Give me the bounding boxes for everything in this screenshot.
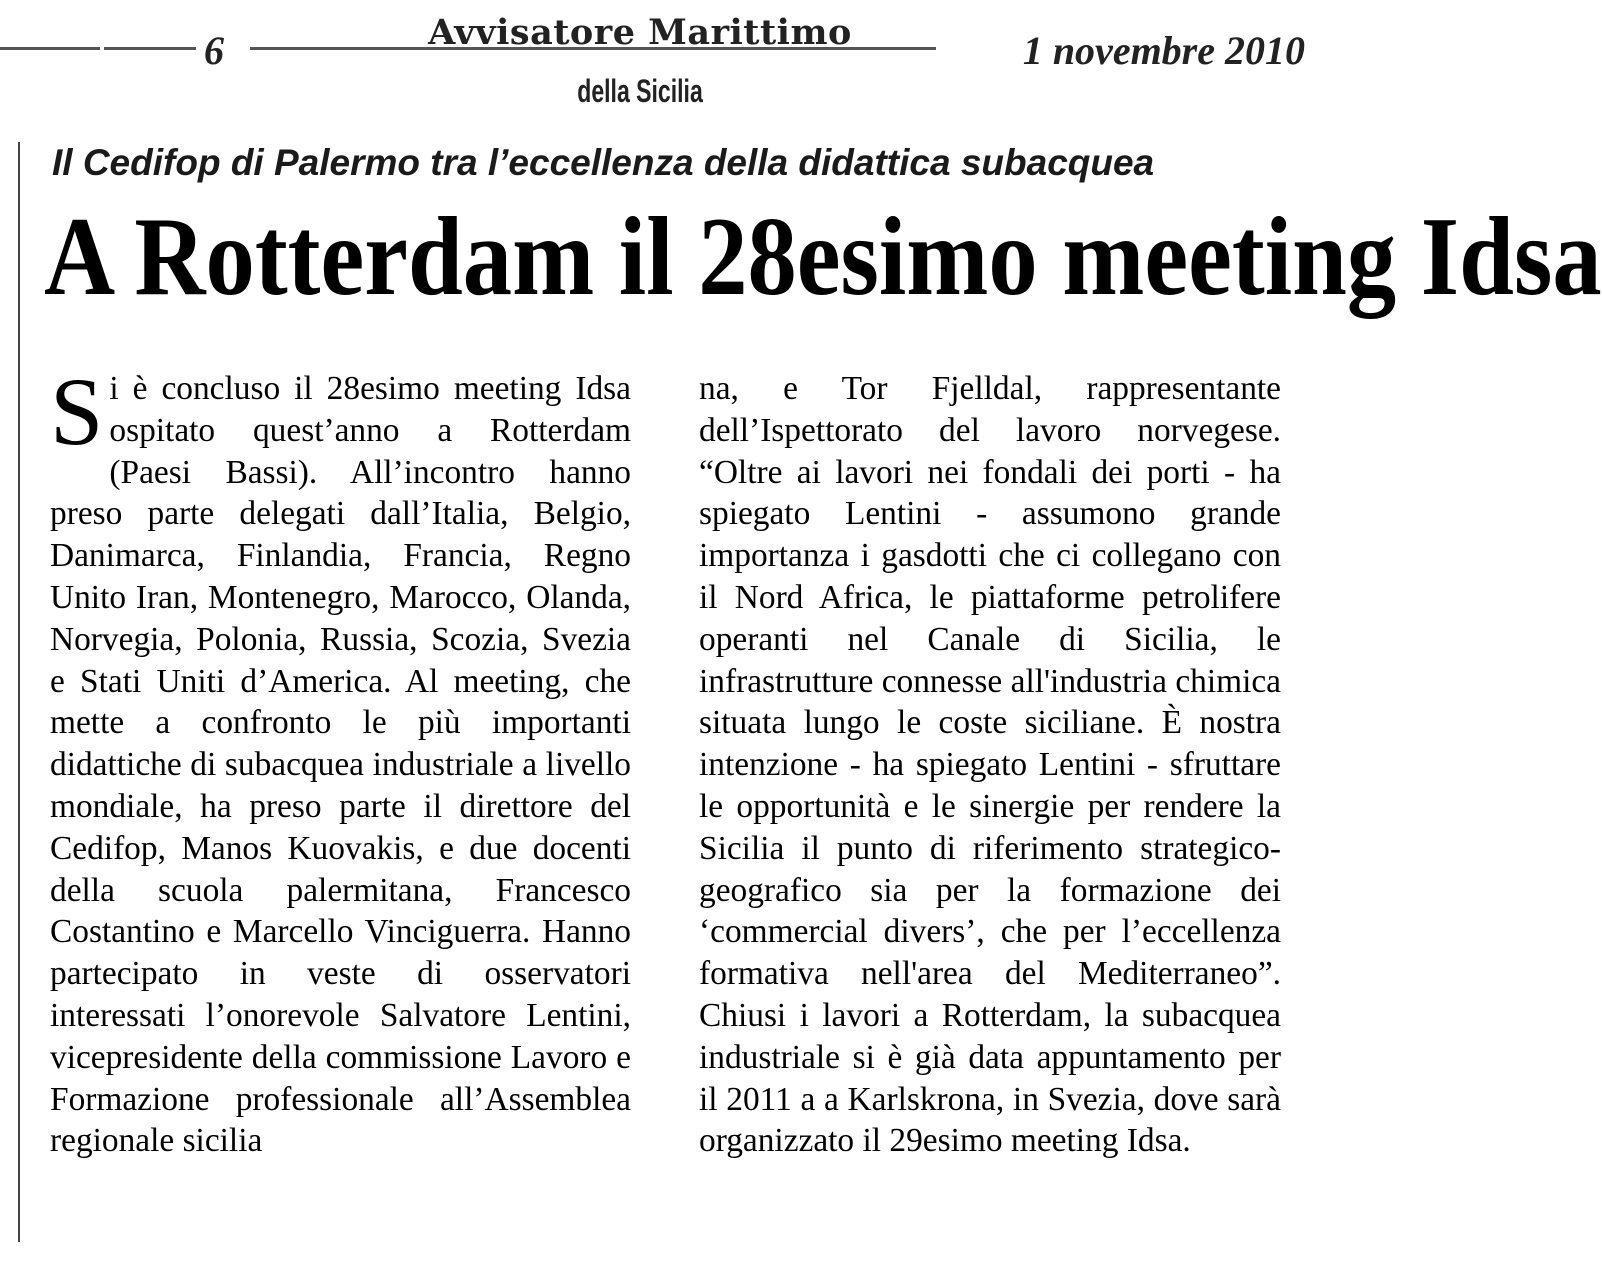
article-headline: A Rotterdam il 28esimo meeting Idsa	[44, 195, 1602, 319]
column-side-rule	[18, 142, 20, 1242]
newspaper-title: Avvisatore Marittimo	[428, 12, 852, 53]
issue-date: 1 novembre 2010	[1022, 28, 1305, 73]
article-text-left: i è concluso il 28esimo meeting Idsa ospitato quest’anno a Rotterdam (Paesi Bassi). All’incontro hanno preso parte delegati dall’Italia, Belgio, Danimarca, Finlandia, Francia, Regno Unito Iran, Montenegro, Marocco, Olanda, Norvegia, Polonia, Russia, Scozia, Svezia e Stati Uniti d’America. Al meeting, che mette a confronto le più importanti didattiche di subacquea industriale a livello mondiale, ha preso parte il direttore del Cedifop, Manos Kuovakis, e due docenti della scuola palermitana, Francesco Costantino e Marcello Vinciguerra. Hanno partecipato in veste di osservatori interessati l’onorevole Salvatore Lentini, vicepresidente della commissione Lavoro e Formazione professionale all’Assemblea regionale sicilia	[50, 370, 631, 1160]
article-kicker: Il Cedifop di Palermo tra l’eccellenza della didattica subacquea	[52, 142, 1155, 183]
newspaper-subtitle: della Sicilia	[577, 73, 703, 109]
article-column-right	[699, 368, 1281, 1248]
drop-cap: S	[50, 358, 104, 465]
masthead-rule-left-1	[0, 47, 100, 50]
article-column-left	[50, 358, 631, 1248]
page-number: 6	[204, 28, 224, 73]
masthead-rule-left-2	[104, 47, 196, 50]
article-text-right: na, e Tor Fjelldal, rappresentante dell’Ispettorato del lavoro norvegese. “Oltre ai lavori nei fondali dei porti - ha spiegato Lentini - assumono grande importanza i gasdotti che ci collegano con il Nord Africa, le piattaforme petrolifere operanti nel Canale di Sicilia, le infrastrutture connesse all'industria chimica situata lungo le coste siciliane. È nostra intenzione - ha spiegato Lentini - sfruttare le opportunità e le sinergie per rendere la Sicilia il punto di riferimento strategico-geografico sia per la formazione dei ‘commercial divers’, che per l’eccellenza formativa nell'area del Mediterraneo”. Chiusi i lavori a Rotterdam, la subacquea industriale si è già data appuntamento per il 2011 a a Karlskrona, in Svezia, dove sarà organizzato il 29esimo meeting Idsa.	[699, 370, 1281, 1160]
